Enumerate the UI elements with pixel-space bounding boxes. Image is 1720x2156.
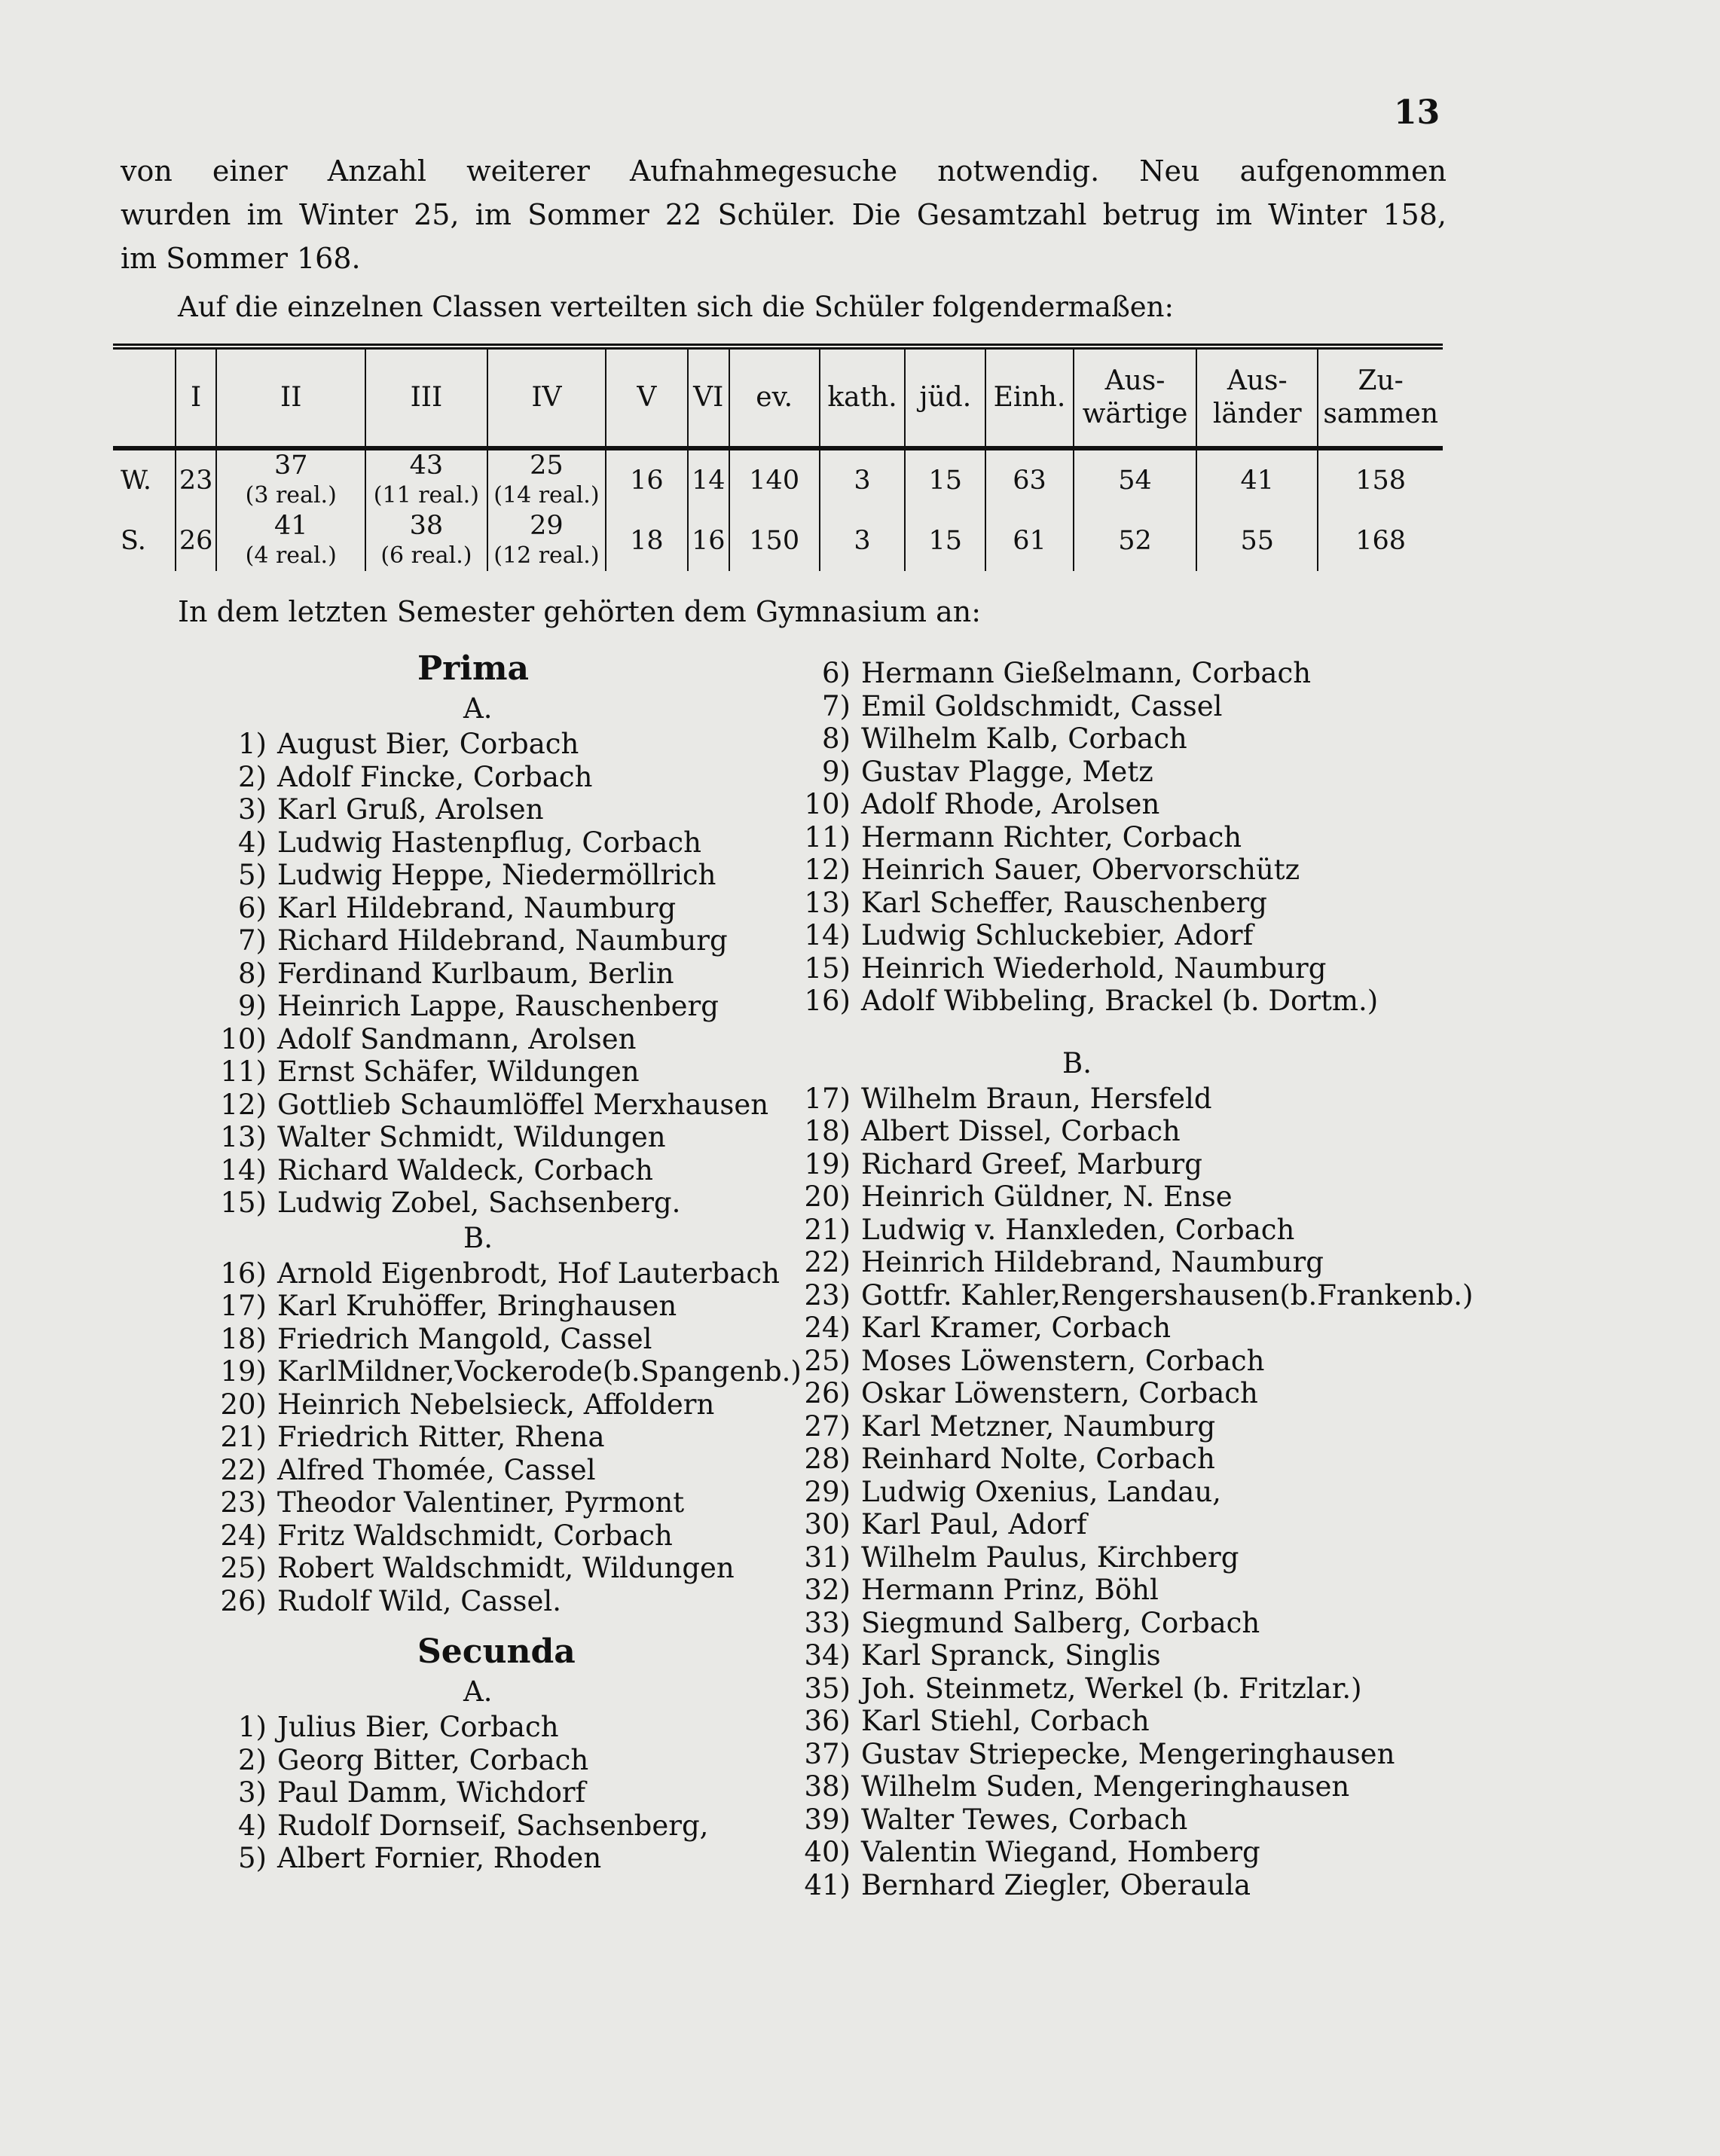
- list-item-name: KarlMildner,Vockerode(b.Spangenb.): [277, 1355, 802, 1388]
- value: 3: [854, 526, 871, 556]
- list-item: [203, 1711, 806, 1744]
- list-item-name: Richard Waldeck, Corbach: [277, 1153, 653, 1186]
- row-label: S.: [121, 526, 146, 556]
- list-item-name: Karl Gruß, Arolsen: [277, 793, 544, 826]
- list-item-number: 12): [804, 854, 851, 886]
- header-zusammen: Zu- sammen: [1318, 347, 1443, 448]
- list-item: [787, 1738, 1435, 1771]
- list-item: [203, 826, 806, 860]
- list-item-number: 11): [220, 1055, 267, 1088]
- list-item-name: Adolf Wibbeling, Brackel (b. Dortm.): [861, 985, 1379, 1017]
- list-item: [787, 1214, 1435, 1247]
- list-item: [787, 1672, 1435, 1706]
- list-item-name: Paul Damm, Wichdorf: [277, 1776, 586, 1809]
- list-item-name: Emil Goldschmidt, Cassel: [861, 689, 1223, 722]
- section-title-secunda: Secunda: [417, 1632, 576, 1671]
- secunda-a-list-continued: [787, 657, 1435, 1018]
- list-item-name: Rudolf Wild, Cassel.: [277, 1584, 562, 1617]
- value: 14: [691, 466, 726, 496]
- value: 150: [749, 526, 800, 556]
- table-intro: Auf die einzelnen Classen verteilten sich die Schüler folgendermaßen:: [178, 291, 1174, 323]
- cell-zusammen: [1318, 448, 1443, 571]
- list-item-name: Ludwig Hastenpflug, Corbach: [277, 826, 701, 859]
- list-item: [787, 1476, 1435, 1509]
- list-item-name: Hermann Richter, Corbach: [861, 820, 1242, 854]
- list-item-name: Oskar Löwenstern, Corbach: [861, 1377, 1258, 1409]
- list-item-name: Heinrich Lappe, Rauschenberg: [277, 990, 719, 1022]
- list-item-name: Heinrich Hildebrand, Naumburg: [861, 1246, 1324, 1278]
- list-item: [203, 1585, 806, 1618]
- value: 41: [1240, 466, 1275, 496]
- list-item-number: 9): [238, 990, 267, 1022]
- list-item-name: Valentin Wiegand, Homberg: [861, 1836, 1260, 1868]
- list-item-name: Fritz Waldschmidt, Corbach: [277, 1519, 673, 1552]
- list-item: [203, 859, 806, 892]
- intro-line: wurden im Winter 25, im Sommer 22 Schüler. Die Gesamtzahl betrug im Winter 158,: [121, 198, 1447, 231]
- list-item: [787, 1443, 1435, 1476]
- value: 3: [854, 466, 871, 496]
- header-class-vi: VI: [688, 347, 729, 448]
- list-item: [787, 1410, 1435, 1443]
- list-item: [787, 1705, 1435, 1738]
- list-item-number: 37): [804, 1737, 851, 1770]
- real-count: (6 real.): [380, 542, 472, 569]
- header-class-i: I: [176, 347, 217, 448]
- list-item-name: Georg Bitter, Corbach: [277, 1743, 589, 1776]
- value: 29: [530, 511, 564, 541]
- list-item: [787, 1148, 1435, 1181]
- list-item: [787, 690, 1435, 723]
- left-column: [203, 648, 806, 1875]
- list-item-name: Ferdinand Kurlbaum, Berlin: [277, 957, 674, 990]
- list-item: [787, 1574, 1435, 1607]
- list-item: [203, 892, 806, 925]
- list-item-name: Karl Kramer, Corbach: [861, 1312, 1172, 1344]
- value: 158: [1355, 466, 1407, 496]
- list-item-name: Ernst Schäfer, Wildungen: [277, 1055, 640, 1088]
- list-item-number: 14): [804, 919, 851, 951]
- value: 43: [409, 450, 444, 481]
- list-item-number: 26): [804, 1377, 851, 1409]
- list-item-number: 22): [804, 1246, 851, 1278]
- table-header-row: [113, 347, 1443, 448]
- list-item-name: Alfred Thomée, Cassel: [277, 1453, 596, 1486]
- list-item: [787, 1770, 1435, 1803]
- list-item-name: Walter Schmidt, Wildungen: [277, 1121, 666, 1153]
- subhead-prima-b: B.: [463, 1221, 493, 1254]
- list-item-number: 25): [220, 1552, 267, 1584]
- list-item-name: Ludwig Schluckebier, Adorf: [861, 919, 1254, 951]
- list-item: [787, 1312, 1435, 1345]
- value: 15: [928, 526, 962, 556]
- list-item-number: 4): [238, 826, 267, 859]
- table-body-row: [113, 448, 1443, 571]
- list-item-name: Joh. Steinmetz, Werkel (b. Fritzlar.): [861, 1672, 1362, 1705]
- list-item-number: 8): [822, 722, 851, 755]
- list-item-name: Karl Metzner, Naumburg: [861, 1409, 1216, 1443]
- value: 18: [630, 526, 664, 556]
- header-ev: ev.: [729, 347, 820, 448]
- list-item-number: 27): [804, 1409, 851, 1443]
- header-class-ii: II: [216, 347, 365, 448]
- cell-einh: [985, 448, 1074, 571]
- cell-class-vi: [688, 448, 729, 571]
- list-item-number: 17): [804, 1082, 851, 1115]
- list-item-name: Karl Spranck, Singlis: [861, 1639, 1161, 1672]
- list-item: [787, 1180, 1435, 1214]
- list-item-name: Ludwig Heppe, Niedermöllrich: [277, 859, 716, 891]
- header-label: [113, 347, 176, 448]
- list-item-number: 21): [220, 1421, 267, 1453]
- list-item-number: 5): [238, 1842, 267, 1874]
- value: 16: [691, 526, 726, 556]
- cell-class-i: [176, 448, 217, 571]
- list-item-number: 26): [220, 1584, 267, 1617]
- list-item-number: 16): [220, 1257, 267, 1290]
- prima-b-list: [203, 1257, 806, 1618]
- list-item: [203, 1186, 806, 1220]
- list-item: [787, 952, 1435, 985]
- header-class-iv: IV: [487, 347, 606, 448]
- real-count: (14 real.): [493, 482, 600, 508]
- list-item-number: 7): [822, 689, 851, 722]
- list-item: [787, 1083, 1435, 1116]
- list-item-name: Wilhelm Suden, Mengeringhausen: [861, 1770, 1350, 1803]
- list-item-number: 10): [220, 1022, 267, 1055]
- subhead-secunda-b: B.: [1062, 1046, 1092, 1080]
- cell-class-iv: [487, 448, 606, 571]
- list-item-number: 8): [238, 957, 267, 990]
- cell-jued: [905, 448, 985, 571]
- list-item-number: 13): [804, 886, 851, 919]
- list-item: [203, 728, 806, 761]
- list-item: [787, 1639, 1435, 1672]
- list-item-name: Karl Kruhöffer, Bringhausen: [277, 1290, 677, 1322]
- list-item-name: Walter Tewes, Corbach: [861, 1803, 1188, 1836]
- list-item-name: Theodor Valentiner, Pyrmont: [277, 1486, 685, 1519]
- list-item-number: 23): [804, 1278, 851, 1312]
- list-item: [203, 1355, 806, 1388]
- list-item: [203, 924, 806, 957]
- list-item-number: 35): [804, 1672, 851, 1705]
- value: 26: [179, 526, 213, 556]
- list-item-name: Adolf Rhode, Arolsen: [861, 788, 1160, 820]
- list-item-name: Wilhelm Paulus, Kirchberg: [861, 1541, 1239, 1574]
- list-item-name: Rudolf Dornseif, Sachsenberg,: [277, 1809, 709, 1842]
- list-item: [787, 1836, 1435, 1869]
- value: 23: [179, 466, 213, 496]
- list-item-number: 2): [238, 760, 267, 793]
- cell-class-v: [606, 448, 688, 571]
- section-title-prima: Prima: [417, 649, 530, 688]
- cell-class-ii: [216, 448, 365, 571]
- list-item-number: 30): [804, 1508, 851, 1541]
- list-item-number: 14): [220, 1153, 267, 1186]
- list-item-name: Arnold Eigenbrodt, Hof Lauterbach: [277, 1257, 780, 1290]
- list-item-name: Hermann Prinz, Böhl: [861, 1574, 1159, 1606]
- list-item-name: Richard Hildebrand, Naumburg: [277, 924, 728, 957]
- list-item-number: 9): [822, 755, 851, 788]
- list-item-number: 13): [220, 1121, 267, 1153]
- list-item-number: 22): [220, 1453, 267, 1486]
- list-item-name: Heinrich Güldner, N. Ense: [861, 1180, 1233, 1213]
- header-jued: jüd.: [905, 347, 985, 448]
- list-item-number: 4): [238, 1809, 267, 1842]
- list-item-name: August Bier, Corbach: [277, 728, 579, 760]
- list-item: [203, 1023, 806, 1056]
- list-item-number: 7): [238, 924, 267, 957]
- list-item: [787, 1246, 1435, 1279]
- list-item: [203, 1454, 806, 1487]
- list-item-name: Ludwig Zobel, Sachsenberg.: [277, 1186, 681, 1219]
- list-item-name: Gottlieb Schaumlöffel Merxhausen: [277, 1088, 769, 1121]
- list-item: [203, 1842, 806, 1875]
- intro-line: von einer Anzahl weiterer Aufnahmegesuche notwendig. Neu aufgenommen: [121, 154, 1447, 188]
- list-item-name: Gustav Striepecke, Mengeringhausen: [861, 1737, 1395, 1770]
- cell-class-iii: [365, 448, 487, 571]
- value: 41: [273, 511, 308, 541]
- list-item: [203, 1154, 806, 1187]
- list-item: [787, 1803, 1435, 1837]
- value: 63: [1013, 466, 1046, 496]
- list-item: [787, 1508, 1435, 1541]
- list-item-number: 19): [804, 1147, 851, 1180]
- right-column: [787, 657, 1474, 1901]
- list-item: [203, 793, 806, 826]
- list-item-number: 1): [238, 728, 267, 760]
- list-item: [203, 1089, 806, 1122]
- list-item-number: 25): [804, 1344, 851, 1377]
- list-item-number: 39): [804, 1803, 851, 1836]
- list-item-name: Heinrich Wiederhold, Naumburg: [861, 951, 1327, 985]
- list-item-name: Julius Bier, Corbach: [277, 1711, 559, 1743]
- list-item: [203, 1388, 806, 1422]
- list-item-name: Friedrich Mangold, Cassel: [277, 1322, 652, 1355]
- list-item-name: Friedrich Ritter, Rhena: [277, 1421, 605, 1453]
- value: 61: [1013, 526, 1046, 556]
- list-item-number: 40): [804, 1836, 851, 1868]
- list-item-name: Adolf Fincke, Corbach: [277, 760, 593, 793]
- real-count: (11 real.): [373, 482, 480, 508]
- header-auslaender: Aus- länder: [1196, 347, 1318, 448]
- list-item-name: Ludwig v. Hanxleden, Corbach: [861, 1213, 1295, 1246]
- list-item-number: 24): [804, 1312, 851, 1344]
- list-item-name: Robert Waldschmidt, Wildungen: [277, 1552, 735, 1584]
- list-item-name: Karl Scheffer, Rauschenberg: [861, 886, 1267, 919]
- list-item-number: 2): [238, 1743, 267, 1776]
- cell-auslaender: [1196, 448, 1318, 571]
- intro-line: im Sommer 168.: [121, 242, 361, 275]
- list-item-number: 31): [804, 1541, 851, 1574]
- list-item-name: Richard Greef, Marburg: [861, 1147, 1202, 1180]
- list-item: [203, 1055, 806, 1089]
- class-distribution-table: [113, 344, 1443, 571]
- list-item-name: Gottfr. Kahler,Rengershausen(b.Frankenb.): [861, 1278, 1474, 1312]
- cell-auswaertige: [1074, 448, 1196, 571]
- real-count: (12 real.): [493, 542, 600, 569]
- list-item-number: 41): [804, 1868, 851, 1901]
- list-item: [787, 788, 1435, 821]
- row-label: W.: [121, 466, 151, 496]
- header-class-iii: III: [365, 347, 487, 448]
- list-item-name: Reinhard Nolte, Corbach: [861, 1443, 1215, 1475]
- list-item: [203, 1519, 806, 1553]
- list-item: [787, 821, 1435, 854]
- list-item-number: 18): [804, 1115, 851, 1147]
- list-item: [203, 1486, 806, 1519]
- list-item-number: 34): [804, 1639, 851, 1672]
- value: 15: [928, 466, 962, 496]
- list-item-number: 38): [804, 1770, 851, 1803]
- list-item: [787, 919, 1435, 952]
- list-item: [787, 854, 1435, 887]
- list-item-number: 5): [238, 859, 267, 891]
- list-item-number: 10): [804, 788, 851, 820]
- list-item-number: 33): [804, 1606, 851, 1639]
- header-auswaertige: Aus- wärtige: [1074, 347, 1196, 448]
- list-item-name: Hermann Gießelmann, Corbach: [861, 657, 1312, 689]
- list-item-name: Wilhelm Kalb, Corbach: [861, 722, 1187, 755]
- list-item-name: Siegmund Salberg, Corbach: [861, 1606, 1260, 1639]
- list-item-number: 1): [238, 1711, 267, 1743]
- list-item-number: 12): [220, 1088, 267, 1121]
- list-item: [787, 1541, 1435, 1574]
- list-item-name: Ludwig Oxenius, Landau,: [861, 1475, 1221, 1508]
- value: 168: [1355, 526, 1407, 556]
- list-item: [203, 1776, 806, 1809]
- list-item-number: 28): [804, 1443, 851, 1475]
- list-item-number: 6): [238, 891, 267, 924]
- value: 25: [530, 450, 564, 481]
- list-item-number: 23): [220, 1486, 267, 1519]
- list-item-number: 18): [220, 1322, 267, 1355]
- list-item: [787, 756, 1435, 789]
- list-item-name: Moses Löwenstern, Corbach: [861, 1344, 1265, 1377]
- list-item: [787, 1115, 1435, 1148]
- list-item: [203, 1323, 806, 1356]
- list-item: [787, 657, 1435, 690]
- list-item: [203, 1809, 806, 1843]
- list-item: [203, 990, 806, 1023]
- header-class-v: V: [606, 347, 688, 448]
- cell-ev: [729, 448, 820, 571]
- real-count: (3 real.): [245, 482, 337, 508]
- list-item-name: Gustav Plagge, Metz: [861, 755, 1153, 788]
- list-item-number: 19): [220, 1355, 267, 1388]
- list-item-number: 3): [238, 793, 267, 826]
- list-item-name: Wilhelm Braun, Hersfeld: [861, 1082, 1212, 1115]
- row-labels-cell: [113, 448, 176, 571]
- list-item-number: 15): [804, 951, 851, 985]
- list-item-name: Heinrich Nebelsieck, Affoldern: [277, 1388, 715, 1421]
- list-item-name: Karl Hildebrand, Naumburg: [277, 891, 677, 924]
- list-item-name: Albert Fornier, Rhoden: [277, 1842, 602, 1874]
- cell-kath: [820, 448, 906, 571]
- list-item-name: Bernhard Ziegler, Oberaula: [861, 1868, 1251, 1901]
- header-einh: Einh.: [985, 347, 1074, 448]
- list-item: [787, 1345, 1435, 1378]
- list-item: [203, 761, 806, 794]
- list-item-name: Albert Dissel, Corbach: [861, 1115, 1181, 1147]
- list-item-number: 15): [220, 1186, 267, 1219]
- list-item: [787, 1377, 1435, 1410]
- list-item-number: 11): [804, 820, 851, 854]
- list-item-number: 20): [804, 1180, 851, 1213]
- list-item: [787, 1278, 1474, 1312]
- list-item: [787, 985, 1435, 1018]
- list-item: [203, 1257, 806, 1290]
- list-item-name: Heinrich Sauer, Obervorschütz: [861, 854, 1300, 886]
- intro-paragraph: [121, 149, 1447, 280]
- list-item-number: 32): [804, 1574, 851, 1606]
- list-item-number: 24): [220, 1519, 267, 1552]
- value: 52: [1118, 526, 1152, 556]
- list-item-name: Karl Paul, Adorf: [861, 1508, 1087, 1541]
- page-number: 13: [1394, 93, 1440, 132]
- subhead-secunda-a: A.: [463, 1675, 493, 1708]
- header-kath: kath.: [820, 347, 906, 448]
- list-item-number: 17): [220, 1290, 267, 1322]
- list-item-number: 3): [238, 1776, 267, 1809]
- subhead-prima-a: A.: [463, 692, 493, 725]
- list-item: [203, 1552, 806, 1585]
- list-item: [787, 887, 1435, 920]
- list-item: [203, 1290, 806, 1323]
- value: 16: [630, 466, 664, 496]
- list-item: [787, 1607, 1435, 1640]
- list-item: [203, 1744, 806, 1777]
- list-item-number: 29): [804, 1475, 851, 1508]
- list-item-number: 21): [804, 1213, 851, 1246]
- list-item-name: Karl Stiehl, Corbach: [861, 1705, 1150, 1737]
- value: 54: [1118, 466, 1152, 496]
- secunda-b-list: [787, 1082, 1474, 1902]
- list-item: [203, 1421, 806, 1454]
- list-item: [787, 1869, 1435, 1902]
- prima-a-list: [203, 728, 806, 1220]
- value: 38: [409, 511, 444, 541]
- list-item-number: 16): [804, 985, 851, 1017]
- value: 37: [273, 450, 308, 481]
- list-item: [203, 957, 806, 991]
- list-intro: In dem letzten Semester gehörten dem Gymnasium an:: [178, 595, 982, 628]
- value: 140: [749, 466, 800, 496]
- list-item: [787, 722, 1435, 756]
- value: 55: [1240, 526, 1275, 556]
- list-item-number: 36): [804, 1705, 851, 1737]
- list-item-name: Adolf Sandmann, Arolsen: [277, 1022, 637, 1055]
- list-item-number: 20): [220, 1388, 267, 1421]
- list-item: [203, 1121, 806, 1154]
- real-count: (4 real.): [245, 542, 337, 569]
- list-item-number: 6): [822, 657, 851, 689]
- secunda-a-list: [203, 1711, 806, 1875]
